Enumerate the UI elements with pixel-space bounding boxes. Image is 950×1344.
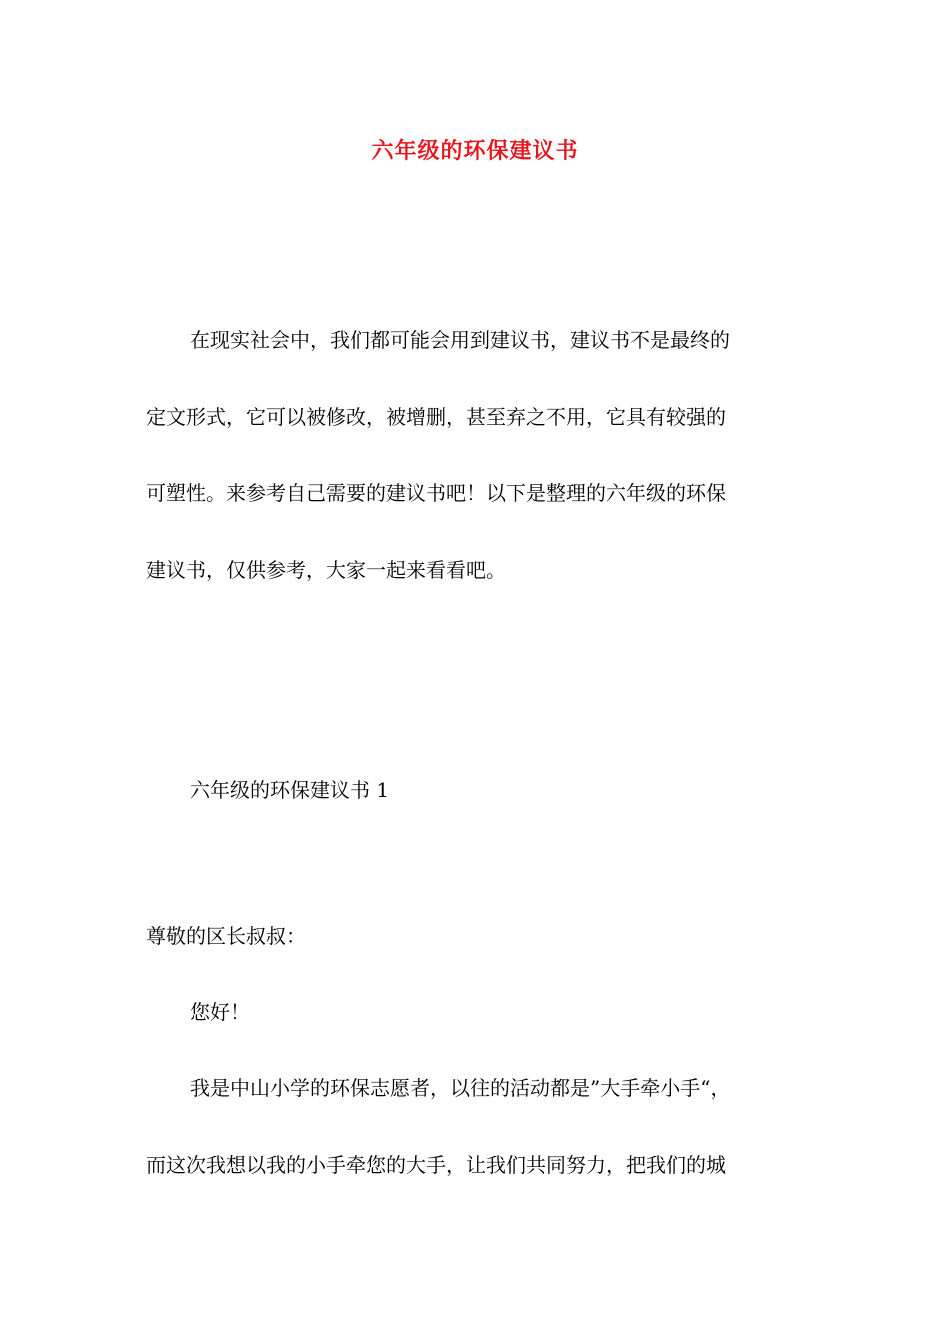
intro-line-2: 定文形式，它可以被修改，被增删，甚至弃之不用，它具有较强的 bbox=[146, 404, 726, 429]
body-line-1: 我是中山小学的环保志愿者，以往的活动都是”大手牵小手“， bbox=[190, 1076, 731, 1100]
intro-line-3: 可塑性。来参考自己需要的建议书吧！以下是整理的六年级的环保 bbox=[146, 481, 726, 505]
body-paragraph bbox=[146, 1050, 816, 1203]
salutation: 尊敬的区长叔叔： bbox=[146, 924, 306, 948]
body-line-2: 而这次我想以我的小手牵您的大手，让我们共同努力，把我们的城 bbox=[146, 1152, 726, 1177]
intro-line-1: 在现实社会中，我们都可能会用到建议书，建议书不是最终的 bbox=[190, 328, 730, 352]
document-title: 六年级的环保建议书 bbox=[371, 138, 579, 164]
greeting: 您好！ bbox=[190, 1000, 250, 1024]
intro-paragraph bbox=[146, 302, 816, 608]
intro-line-4: 建议书，仅供参考，大家一起来看看吧。 bbox=[146, 557, 506, 582]
section-heading: 六年级的环保建议书 1 bbox=[190, 778, 390, 802]
